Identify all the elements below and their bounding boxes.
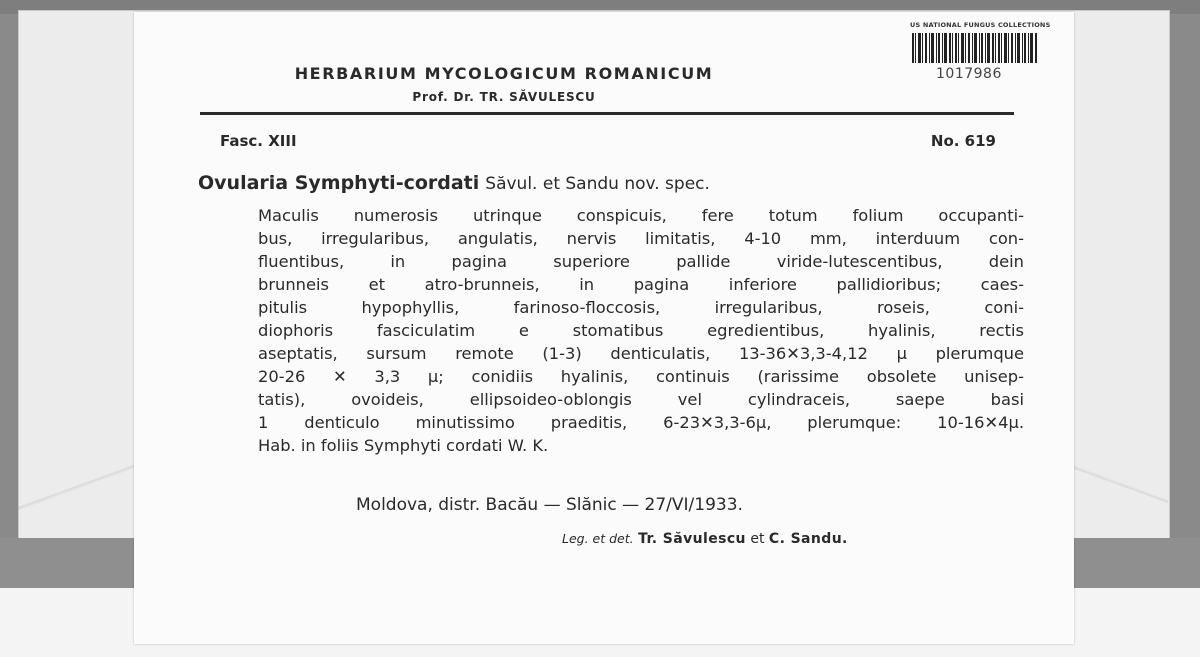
collector-joiner: et xyxy=(750,531,765,547)
description-line: bus, irregularibus, angulatis, nervis limitatis, 4-10 mm, interduum con- xyxy=(258,229,1024,248)
herbarium-subtitle: Prof. Dr. TR. SĂVULESCU xyxy=(412,90,596,104)
description-line: pitulis hypophyllis, farinoso-floccosis, irregularibus, roseis, coni- xyxy=(258,298,1024,317)
description-line: brunneis et atro-brunneis, in pagina inferiore pallidioribus; caes- xyxy=(258,275,1024,294)
species-name: Ovularia Symphyti-cordati xyxy=(198,172,480,194)
barcode-number: 1017986 xyxy=(936,66,1002,82)
packet-fold-right xyxy=(1060,430,1168,535)
description-line: fluentibus, in pagina superiore pallide viride-lutescentibus, dein xyxy=(258,252,1024,271)
description-line: diophoris fasciculatim e stomatibus egredientibus, hyalinis, rectis xyxy=(258,321,1024,340)
description-line: aseptatis, sursum remote (1-3) denticulatis, 13-36✕3,3-4,12 µ plerumque xyxy=(258,344,1024,363)
collector-name-1: Tr. Săvulescu xyxy=(638,531,746,547)
description-line: 20-26 ✕ 3,3 µ; conidiis hyalinis, continuis (rarissime obsolete unisep- xyxy=(258,367,1024,386)
species-author: Săvul. et Sandu nov. spec. xyxy=(485,174,710,194)
collector-prefix: Leg. et det. xyxy=(562,531,634,546)
barcode-icon xyxy=(910,32,1040,64)
herbarium-label xyxy=(134,12,1074,644)
species-line xyxy=(198,172,710,194)
header-divider xyxy=(200,112,1014,115)
specimen-number: No. 619 xyxy=(930,132,996,150)
description-line: tatis), ovoideis, ellipsoideo-oblongis vel cylindraceis, saepe basi xyxy=(258,390,1024,409)
species-description xyxy=(258,204,1024,457)
barcode-caption: US NATIONAL FUNGUS COLLECTIONS xyxy=(910,21,1051,29)
herbarium-title: HERBARIUM MYCOLOGICUM ROMANICUM xyxy=(294,64,714,83)
collector-name-2: C. Sandu. xyxy=(768,531,848,547)
collector-line xyxy=(562,531,848,547)
description-line: Maculis numerosis utrinque conspicuis, fere totum folium occupanti- xyxy=(258,206,1024,225)
description-line: 1 denticulo minutissimo praeditis, 6-23✕3,3-6µ, plerumque: 10-16✕4µ. xyxy=(258,413,1024,432)
fascicle-number: Fasc. XIII xyxy=(220,132,297,150)
habitat-line: Hab. in foliis Symphyti cordati W. K. xyxy=(258,436,549,455)
collection-locality: Moldova, distr. Bacău — Slănic — 27/VI/1933. xyxy=(356,495,743,515)
